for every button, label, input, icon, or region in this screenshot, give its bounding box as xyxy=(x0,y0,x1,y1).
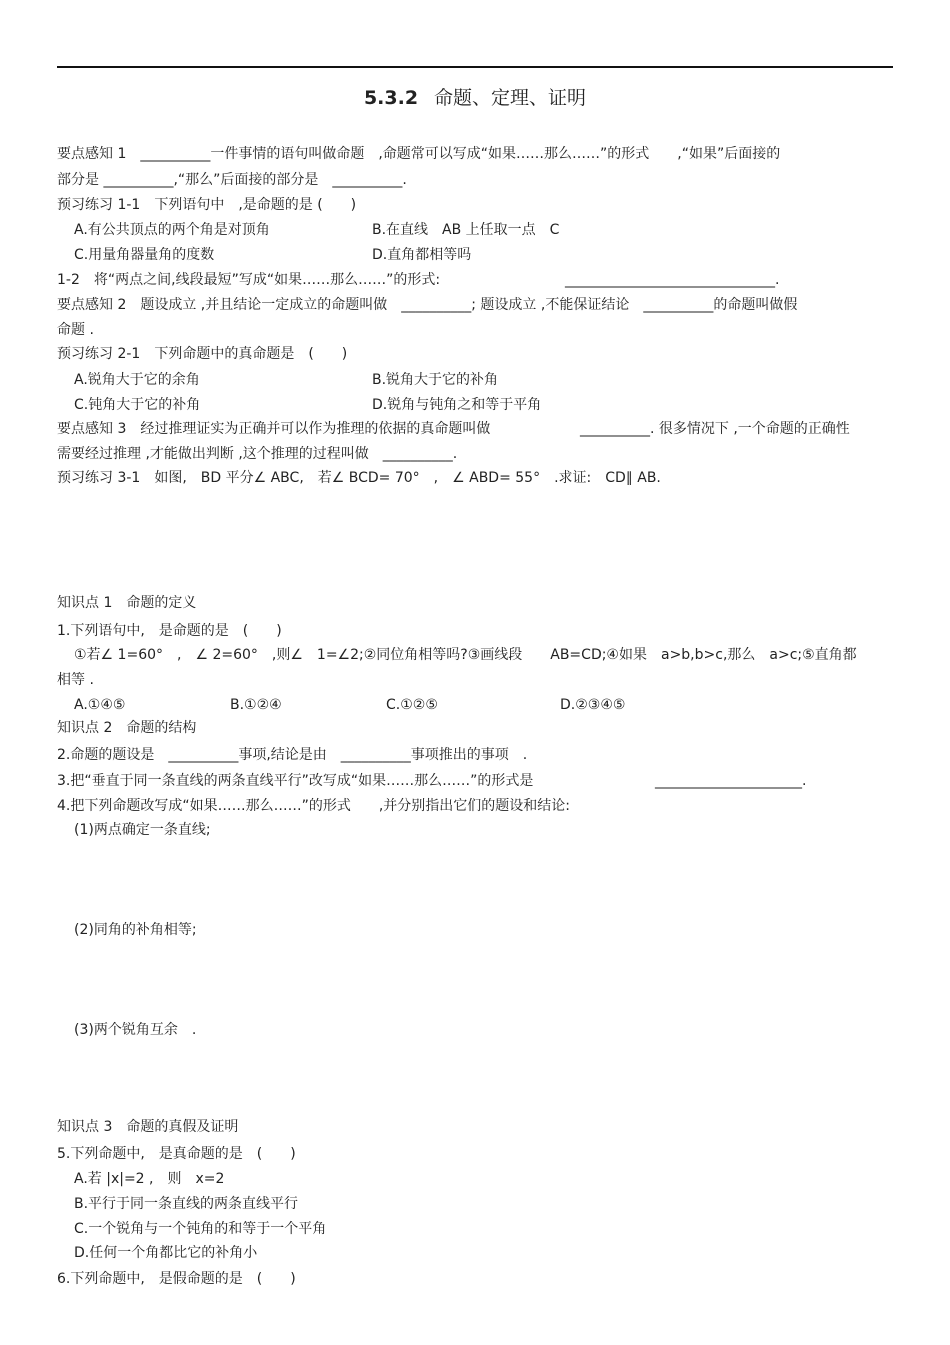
section-number: 5.3.2 xyxy=(363,87,419,109)
question-line: 2.命题的题设是 __________事项,结论是由 __________事项推出的事项 . xyxy=(57,747,528,763)
top-rule xyxy=(57,66,893,68)
sub-question: (3)两个锐角互余 . xyxy=(74,1022,197,1038)
text-line: 要点感知 2 题设成立 ,并且结论一定成立的命题叫做 __________; 题设成立 ,不能保证结论 __________的命题叫做假 xyxy=(57,297,798,313)
text-line: 命题 . xyxy=(57,322,94,338)
text-line: ①若∠ 1=60° , ∠ 2=60° ,则∠ 1=∠2;②同位角相等吗?③画线段 AB=CD;④如果 a>b,b>c,那么 a>c;⑤直角都 xyxy=(74,647,857,663)
option-line: B.锐角大于它的补角 xyxy=(372,372,499,388)
question-line: 3.把“垂直于同一条直线的两条直线平行”改写成“如果……那么……”的形式是 xyxy=(57,773,534,789)
option-line: B.①②④ xyxy=(230,697,282,713)
text-line: 相等 . xyxy=(57,672,94,688)
question-line: 4.把下列命题改写成“如果……那么……”的形式 ,并分别指出它们的题设和结论: xyxy=(57,798,571,814)
question-line: 1.下列语句中, 是命题的是 ( ) xyxy=(57,623,282,639)
option-line: C.钝角大于它的补角 xyxy=(74,397,201,413)
option-line: B.在直线 AB 上任取一点 C xyxy=(372,222,560,238)
option-line: C.一个锐角与一个钝角的和等于一个平角 xyxy=(74,1221,327,1237)
option-line: D.②③④⑤ xyxy=(560,697,626,713)
text-line: 要点感知 3 经过推理证实为正确并可以作为推理的依据的真命题叫做 xyxy=(57,421,491,437)
option-line: D.直角都相等吗 xyxy=(372,247,472,263)
option-line: D.任何一个角都比它的补角小 xyxy=(74,1245,258,1261)
answer-blank: ______________________________. xyxy=(565,272,780,288)
option-line: A.若 |x|=2 , 则 x=2 xyxy=(74,1171,225,1187)
option-line: C.①②⑤ xyxy=(386,697,438,713)
text-line: 需要经过推理 ,才能做出判断 ,这个推理的过程叫做 __________. xyxy=(57,446,458,462)
section-heading: 知识点 3 命题的真假及证明 xyxy=(57,1119,239,1135)
text-line: 要点感知 1 __________一件事情的语句叫做命题 ,命题常可以写成“如果……那么……”的形式 ,“如果”后面接的 xyxy=(57,146,781,162)
option-line: B.平行于同一条直线的两条直线平行 xyxy=(74,1196,299,1212)
text-line: __________. 很多情况下 ,一个命题的正确性 xyxy=(580,421,850,437)
title-text: 命题、定理、证明 xyxy=(434,87,587,109)
option-line: A.有公共顶点的两个角是对顶角 xyxy=(74,222,270,238)
text-line: 预习练习 1-1 下列语句中 ,是命题的是 ( ) xyxy=(57,197,357,213)
section-heading: 知识点 1 命题的定义 xyxy=(57,595,197,611)
text-line: 预习练习 3-1 如图, BD 平分∠ ABC, 若∠ BCD= 70° , ∠ ABD= 55° .求证: CD∥ AB. xyxy=(57,470,661,486)
page-title xyxy=(0,83,950,110)
sub-question: (1)两点确定一条直线; xyxy=(74,822,211,838)
text-line: 预习练习 2-1 下列命题中的真命题是 ( ) xyxy=(57,346,348,362)
option-line: A.①④⑤ xyxy=(74,697,126,713)
question-line: 6.下列命题中, 是假命题的是 ( ) xyxy=(57,1271,296,1287)
sub-question: (2)同角的补角相等; xyxy=(74,922,197,938)
option-line: C.用量角器量角的度数 xyxy=(74,247,215,263)
option-line: D.锐角与钝角之和等于平角 xyxy=(372,397,542,413)
text-line: 部分是 __________,“那么”后面接的部分是 __________. xyxy=(57,172,407,188)
text-line: 1-2 将“两点之间,线段最短”写成“如果……那么……”的形式: xyxy=(57,272,441,288)
option-line: A.锐角大于它的余角 xyxy=(74,372,200,388)
question-line: 5.下列命题中, 是真命题的是 ( ) xyxy=(57,1146,296,1162)
section-heading: 知识点 2 命题的结构 xyxy=(57,720,197,736)
answer-blank: _____________________. xyxy=(655,773,807,789)
